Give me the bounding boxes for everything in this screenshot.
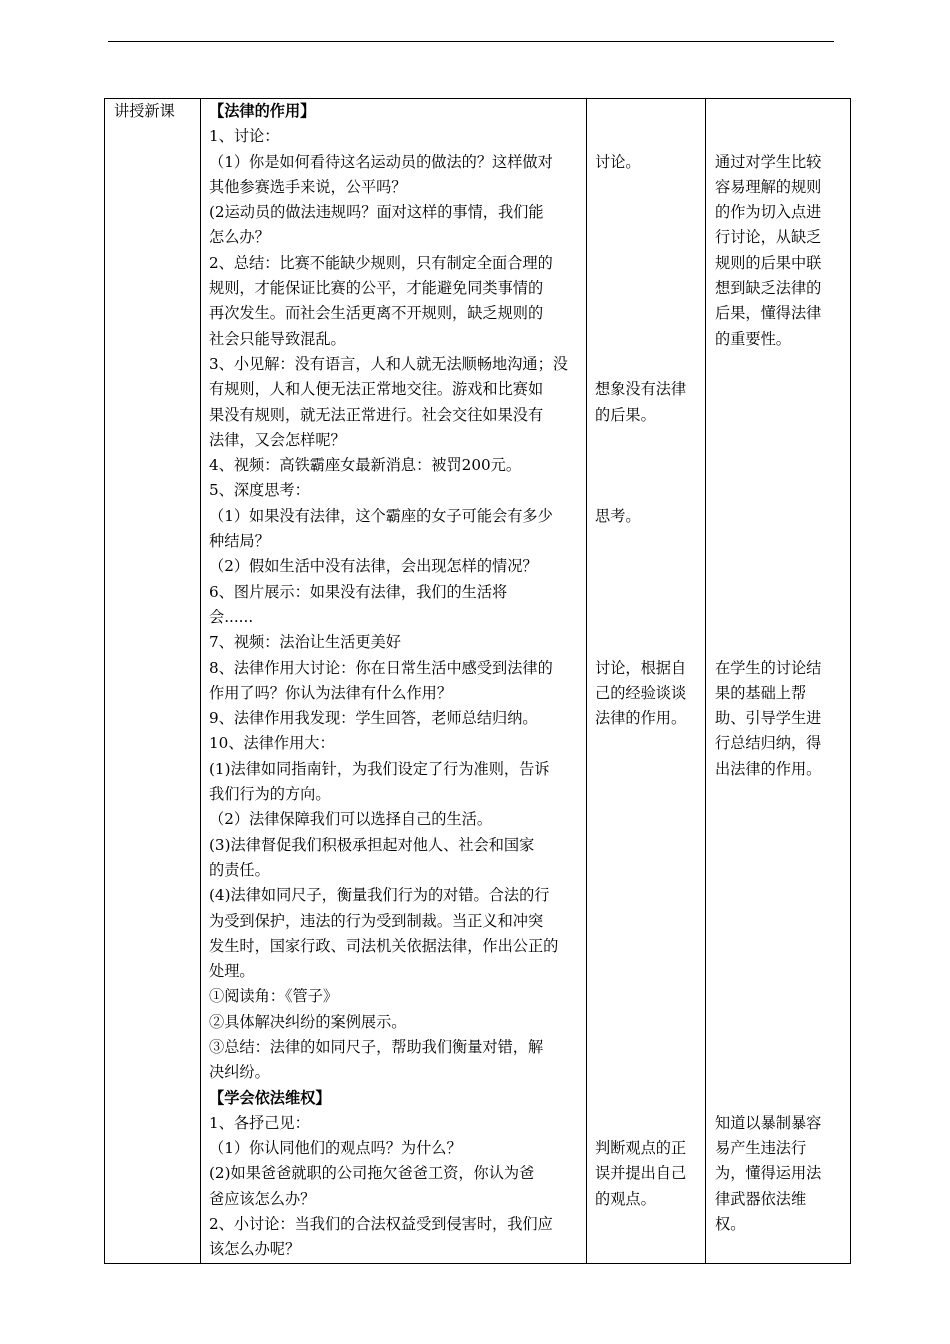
student-activity-line: 讨论，根据自 xyxy=(595,658,687,677)
content-line: 其他参赛选手来说，公平吗？ xyxy=(209,177,407,196)
content-line: 果没有规则，就无法正常进行。社会交往如果没有 xyxy=(209,405,544,424)
content-line: ②具体解决纠纷的案例展示。 xyxy=(209,1012,407,1031)
student-activity-line: 误并提出自己 xyxy=(595,1164,687,1183)
content-line: 3、小见解：没有语言，人和人就无法顺畅地沟通；没 xyxy=(209,354,568,373)
student-activity-line: 法律的作用。 xyxy=(595,709,687,728)
content-line: （2）法律保障我们可以选择自己的生活。 xyxy=(209,810,493,829)
content-line: (3)法律督促我们积极承担起对他人、社会和国家 xyxy=(209,835,535,854)
design-intent-line: 出法律的作用。 xyxy=(715,759,822,778)
content-line: (1)法律如同指南针，为我们设定了行为准则，告诉 xyxy=(209,759,550,778)
design-intent-line: 的作为切入点进 xyxy=(715,203,822,222)
content-line: 社会只能导致混乱。 xyxy=(209,329,346,348)
design-intent-line: 的重要性。 xyxy=(715,329,791,348)
content-line: 发生时，国家行政、司法机关依据法律，作出公正的 xyxy=(209,936,559,955)
content-line: 5、深度思考： xyxy=(209,481,310,500)
design-intent xyxy=(706,99,850,1237)
design-intent-line: 想到缺乏法律的 xyxy=(715,279,822,298)
student-activity-cell xyxy=(587,99,706,1264)
student-activity-line: 讨论。 xyxy=(595,152,641,171)
section-heading: 【法律的作用】 xyxy=(209,102,316,120)
teaching-content xyxy=(201,99,586,1263)
content-line: 1、讨论： xyxy=(209,127,280,146)
content-line: 怎么办？ xyxy=(209,228,270,247)
student-activity-line: 己的经验谈谈 xyxy=(595,683,687,702)
content-line: 10、法律作用大： xyxy=(209,734,335,753)
content-line: 会...... xyxy=(209,607,254,626)
content-line: （2）假如生活中没有法律，会出现怎样的情况？ xyxy=(209,557,538,576)
design-intent-line: 行讨论，从缺乏 xyxy=(715,228,822,247)
lesson-plan-table xyxy=(104,98,851,1264)
design-intent-line: 行总结归纳，得 xyxy=(715,734,822,753)
student-activity-line: 判断观点的正 xyxy=(595,1139,687,1158)
content-line: 爸应该怎么办？ xyxy=(209,1189,316,1208)
student-activity-line: 想象没有法律 xyxy=(595,380,687,399)
content-line: 4、视频：高铁霸座女最新消息：被罚200元。 xyxy=(209,456,522,475)
content-line: 种结局？ xyxy=(209,532,270,551)
content-line: （1）如果没有法律，这个霸座的女子可能会有多少 xyxy=(209,506,553,525)
content-line: （1）你认同他们的观点吗？为什么？ xyxy=(209,1139,462,1158)
content-line: (4)法律如同尺子，衡量我们行为的对错。合法的行 xyxy=(209,886,550,905)
content-line: 我们行为的方向。 xyxy=(209,785,331,804)
header-rule xyxy=(108,41,834,42)
table-row xyxy=(105,99,851,1264)
section-heading: 【学会依法维权】 xyxy=(209,1088,331,1107)
content-line: 2、总结：比赛不能缺少规则，只有制定全面合理的 xyxy=(209,253,553,272)
student-activity-line: 的观点。 xyxy=(595,1189,656,1208)
content-line: 规则，才能保证比赛的公平，才能避免同类事情的 xyxy=(209,279,544,298)
content-line: 7、视频：法治让生活更美好 xyxy=(209,633,401,652)
section-cell xyxy=(105,99,201,1264)
content-line: 9、法律作用我发现：学生回答，老师总结归纳。 xyxy=(209,709,538,728)
design-intent-line: 通过对学生比较 xyxy=(715,152,822,171)
content-line: ①阅读角：《管子》 xyxy=(209,987,339,1006)
student-activity-line: 的后果。 xyxy=(595,405,656,424)
design-intent-line: 助、引导学生进 xyxy=(715,709,822,728)
content-line: 再次发生。而社会生活更离不开规则，缺乏规则的 xyxy=(209,304,544,323)
design-intent-line: 容易理解的规则 xyxy=(715,177,822,196)
section-label: 讲授新课 xyxy=(114,102,175,120)
design-intent-line: 在学生的讨论结 xyxy=(715,658,822,677)
design-intent-line: 知道以暴制暴容 xyxy=(715,1113,822,1132)
student-activity xyxy=(587,99,705,1212)
content-line: 的责任。 xyxy=(209,860,270,879)
design-intent-line: 易产生违法行 xyxy=(715,1139,807,1158)
content-line: 为受到保护，违法的行为受到制裁。当正义和冲突 xyxy=(209,911,544,930)
design-intent-line: 律武器依法维 xyxy=(715,1189,807,1208)
content-line: 有规则，人和人便无法正常地交往。游戏和比赛如 xyxy=(209,380,544,399)
content-line: (2运动员的做法违规吗？面对这样的事情，我们能 xyxy=(209,203,544,222)
content-line: 1、各抒己见： xyxy=(209,1113,310,1132)
content-line: 处理。 xyxy=(209,962,255,981)
design-intent-line: 规则的后果中联 xyxy=(715,253,822,272)
design-intent-line: 后果，懂得法律 xyxy=(715,304,822,323)
design-intent-line: 果的基础上帮 xyxy=(715,683,807,702)
student-activity-line: 思考。 xyxy=(595,506,641,525)
content-line: 决纠纷。 xyxy=(209,1063,270,1082)
content-line: 作用了吗？你认为法律有什么作用？ xyxy=(209,683,452,702)
content-line: 该怎么办呢？ xyxy=(209,1240,301,1259)
content-cell xyxy=(201,99,587,1264)
design-intent-line: 为，懂得运用法 xyxy=(715,1164,822,1183)
content-line: ③总结：法律的如同尺子，帮助我们衡量对错，解 xyxy=(209,1037,544,1056)
content-line: 法律，又会怎样呢？ xyxy=(209,430,346,449)
design-intent-cell xyxy=(706,99,851,1264)
content-line: (2)如果爸爸就职的公司拖欠爸爸工资，你认为爸 xyxy=(209,1164,535,1183)
content-line: （1）你是如何看待这名运动员的做法的？这样做对 xyxy=(209,152,553,171)
design-intent-line: 权。 xyxy=(715,1215,746,1234)
content-line: 8、法律作用大讨论：你在日常生活中感受到法律的 xyxy=(209,658,553,677)
content-line: 2、小讨论：当我们的合法权益受到侵害时，我们应 xyxy=(209,1215,553,1234)
content-line: 6、图片展示：如果没有法律，我们的生活将 xyxy=(209,582,508,601)
